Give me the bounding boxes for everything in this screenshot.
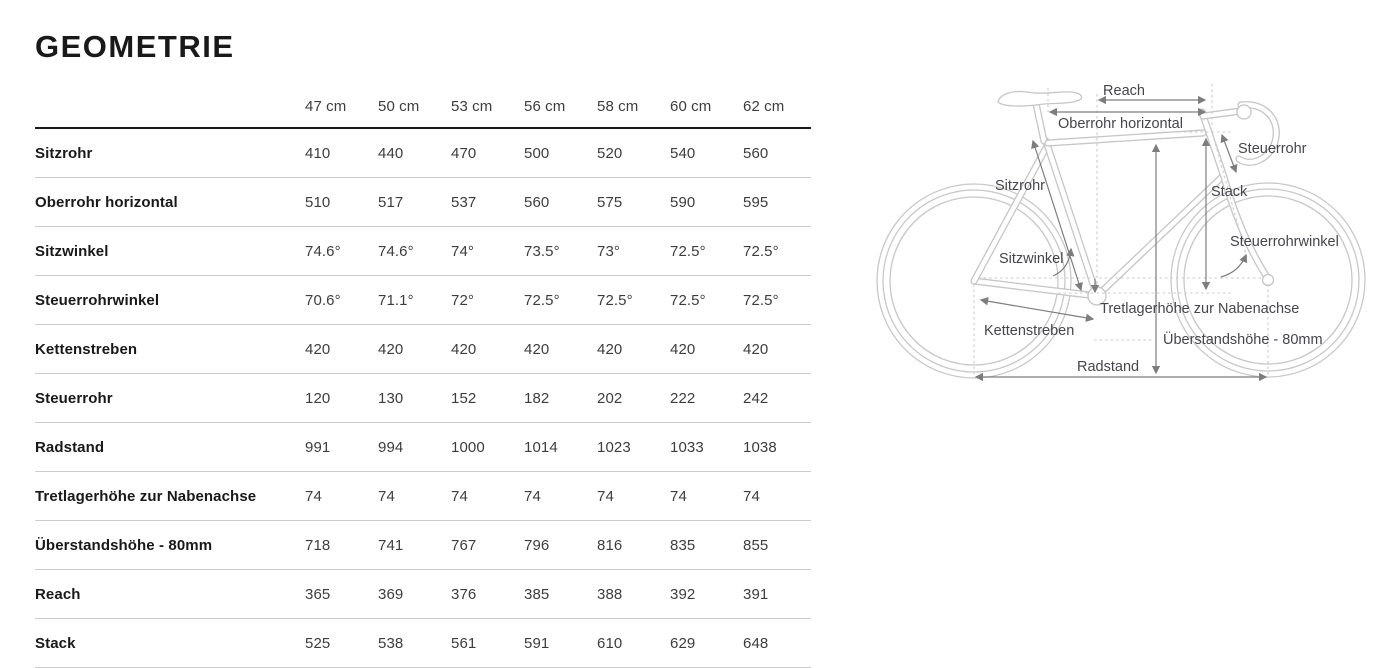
page-title: GEOMETRIE <box>35 28 235 64</box>
value-cell: 73.5° <box>524 227 597 276</box>
value-cell: 1023 <box>597 423 670 472</box>
value-cell: 718 <box>305 521 378 570</box>
row-label: Stack <box>35 619 305 668</box>
value-cell: 74 <box>451 472 524 521</box>
value-cell: 500 <box>524 128 597 178</box>
value-cell: 855 <box>743 521 811 570</box>
value-cell: 182 <box>524 374 597 423</box>
value-cell: 70.6° <box>305 276 378 325</box>
value-cell: 385 <box>524 570 597 619</box>
value-cell: 590 <box>670 178 743 227</box>
value-cell: 71.1° <box>378 276 451 325</box>
value-cell: 560 <box>743 128 811 178</box>
row-label: Radstand <box>35 423 305 472</box>
saddle <box>998 91 1082 106</box>
label-steuerrohrwinkel: Steuerrohrwinkel <box>1230 234 1339 250</box>
value-cell: 72° <box>451 276 524 325</box>
label-stack: Stack <box>1211 184 1248 200</box>
value-cell: 1014 <box>524 423 597 472</box>
value-cell: 74.6° <box>378 227 451 276</box>
value-cell: 365 <box>305 570 378 619</box>
value-cell: 392 <box>670 570 743 619</box>
value-cell: 202 <box>597 374 670 423</box>
value-cell: 72.5° <box>670 276 743 325</box>
value-cell: 1033 <box>670 423 743 472</box>
value-cell: 74 <box>743 472 811 521</box>
value-cell: 152 <box>451 374 524 423</box>
value-cell: 242 <box>743 374 811 423</box>
table-row <box>35 128 811 178</box>
value-cell: 440 <box>378 128 451 178</box>
table-row <box>35 472 811 521</box>
table-row <box>35 276 811 325</box>
value-cell: 517 <box>378 178 451 227</box>
value-cell: 420 <box>743 325 811 374</box>
row-label: Kettenstreben <box>35 325 305 374</box>
label-sitzrohr: Sitzrohr <box>995 178 1045 194</box>
table-row <box>35 374 811 423</box>
value-cell: 74 <box>597 472 670 521</box>
value-cell: 629 <box>670 619 743 668</box>
value-cell: 388 <box>597 570 670 619</box>
value-cell: 72.5° <box>597 276 670 325</box>
size-header-56cm: 56 cm <box>524 85 597 128</box>
value-cell: 391 <box>743 570 811 619</box>
value-cell: 73° <box>597 227 670 276</box>
size-header-47cm: 47 cm <box>305 85 378 128</box>
value-cell: 561 <box>451 619 524 668</box>
value-cell: 1038 <box>743 423 811 472</box>
value-cell: 72.5° <box>524 276 597 325</box>
row-label: Tretlagerhöhe zur Nabenachse <box>35 472 305 521</box>
label-radstand: Radstand <box>1077 359 1140 375</box>
table-row <box>35 178 811 227</box>
value-cell: 610 <box>597 619 670 668</box>
front-hub <box>1263 275 1274 286</box>
diagram-labels <box>984 83 1339 375</box>
value-cell: 767 <box>451 521 524 570</box>
table-row <box>35 423 811 472</box>
value-cell: 369 <box>378 570 451 619</box>
label-kettenstreben: Kettenstreben <box>984 323 1075 339</box>
value-cell: 991 <box>305 423 378 472</box>
label-oberrohr-horizontal: Oberrohr horizontal <box>1058 116 1183 132</box>
table-row <box>35 227 811 276</box>
value-cell: 741 <box>378 521 451 570</box>
value-cell: 376 <box>451 570 524 619</box>
value-cell: 560 <box>524 178 597 227</box>
value-cell: 994 <box>378 423 451 472</box>
value-cell: 74.6° <box>305 227 378 276</box>
value-cell: 575 <box>597 178 670 227</box>
value-cell: 410 <box>305 128 378 178</box>
value-cell: 74 <box>305 472 378 521</box>
value-cell: 420 <box>670 325 743 374</box>
value-cell: 72.5° <box>743 276 811 325</box>
value-cell: 72.5° <box>743 227 811 276</box>
size-header-62cm: 62 cm <box>743 85 811 128</box>
row-label-header <box>35 85 305 128</box>
value-cell: 816 <box>597 521 670 570</box>
value-cell: 510 <box>305 178 378 227</box>
label-reach: Reach <box>1103 83 1145 99</box>
value-cell: 1000 <box>451 423 524 472</box>
value-cell: 538 <box>378 619 451 668</box>
row-label: Sitzwinkel <box>35 227 305 276</box>
value-cell: 420 <box>597 325 670 374</box>
value-cell: 520 <box>597 128 670 178</box>
value-cell: 72.5° <box>670 227 743 276</box>
value-cell: 540 <box>670 128 743 178</box>
label-steuerrohr: Steuerrohr <box>1238 141 1307 157</box>
row-label: Steuerrohrwinkel <box>35 276 305 325</box>
value-cell: 525 <box>305 619 378 668</box>
value-cell: 120 <box>305 374 378 423</box>
value-cell: 420 <box>524 325 597 374</box>
value-cell: 835 <box>670 521 743 570</box>
value-cell: 222 <box>670 374 743 423</box>
size-header-60cm: 60 cm <box>670 85 743 128</box>
bike-geometry-diagram <box>860 60 1383 400</box>
table-row <box>35 570 811 619</box>
table-row <box>35 325 811 374</box>
label-sitzwinkel: Sitzwinkel <box>999 251 1064 267</box>
value-cell: 537 <box>451 178 524 227</box>
size-header-53cm: 53 cm <box>451 85 524 128</box>
label-ueberstandshoehe: Überstandshöhe - 80mm <box>1163 332 1323 348</box>
geometry-table <box>35 85 811 668</box>
geometry-table-head-row <box>35 85 811 128</box>
value-cell: 595 <box>743 178 811 227</box>
value-cell: 74 <box>524 472 597 521</box>
row-label: Steuerrohr <box>35 374 305 423</box>
row-label: Sitzrohr <box>35 128 305 178</box>
value-cell: 420 <box>451 325 524 374</box>
size-header-58cm: 58 cm <box>597 85 670 128</box>
stem-cap <box>1237 105 1251 119</box>
size-header-50cm: 50 cm <box>378 85 451 128</box>
row-label: Oberrohr horizontal <box>35 178 305 227</box>
value-cell: 74° <box>451 227 524 276</box>
value-cell: 470 <box>451 128 524 178</box>
row-label: Überstandshöhe - 80mm <box>35 521 305 570</box>
value-cell: 420 <box>378 325 451 374</box>
value-cell: 796 <box>524 521 597 570</box>
value-cell: 591 <box>524 619 597 668</box>
value-cell: 74 <box>670 472 743 521</box>
row-label: Reach <box>35 570 305 619</box>
value-cell: 648 <box>743 619 811 668</box>
table-row <box>35 619 811 668</box>
label-tretlagerhoehe: Tretlagerhöhe zur Nabenachse <box>1100 301 1300 317</box>
value-cell: 130 <box>378 374 451 423</box>
value-cell: 420 <box>305 325 378 374</box>
value-cell: 74 <box>378 472 451 521</box>
table-row <box>35 521 811 570</box>
